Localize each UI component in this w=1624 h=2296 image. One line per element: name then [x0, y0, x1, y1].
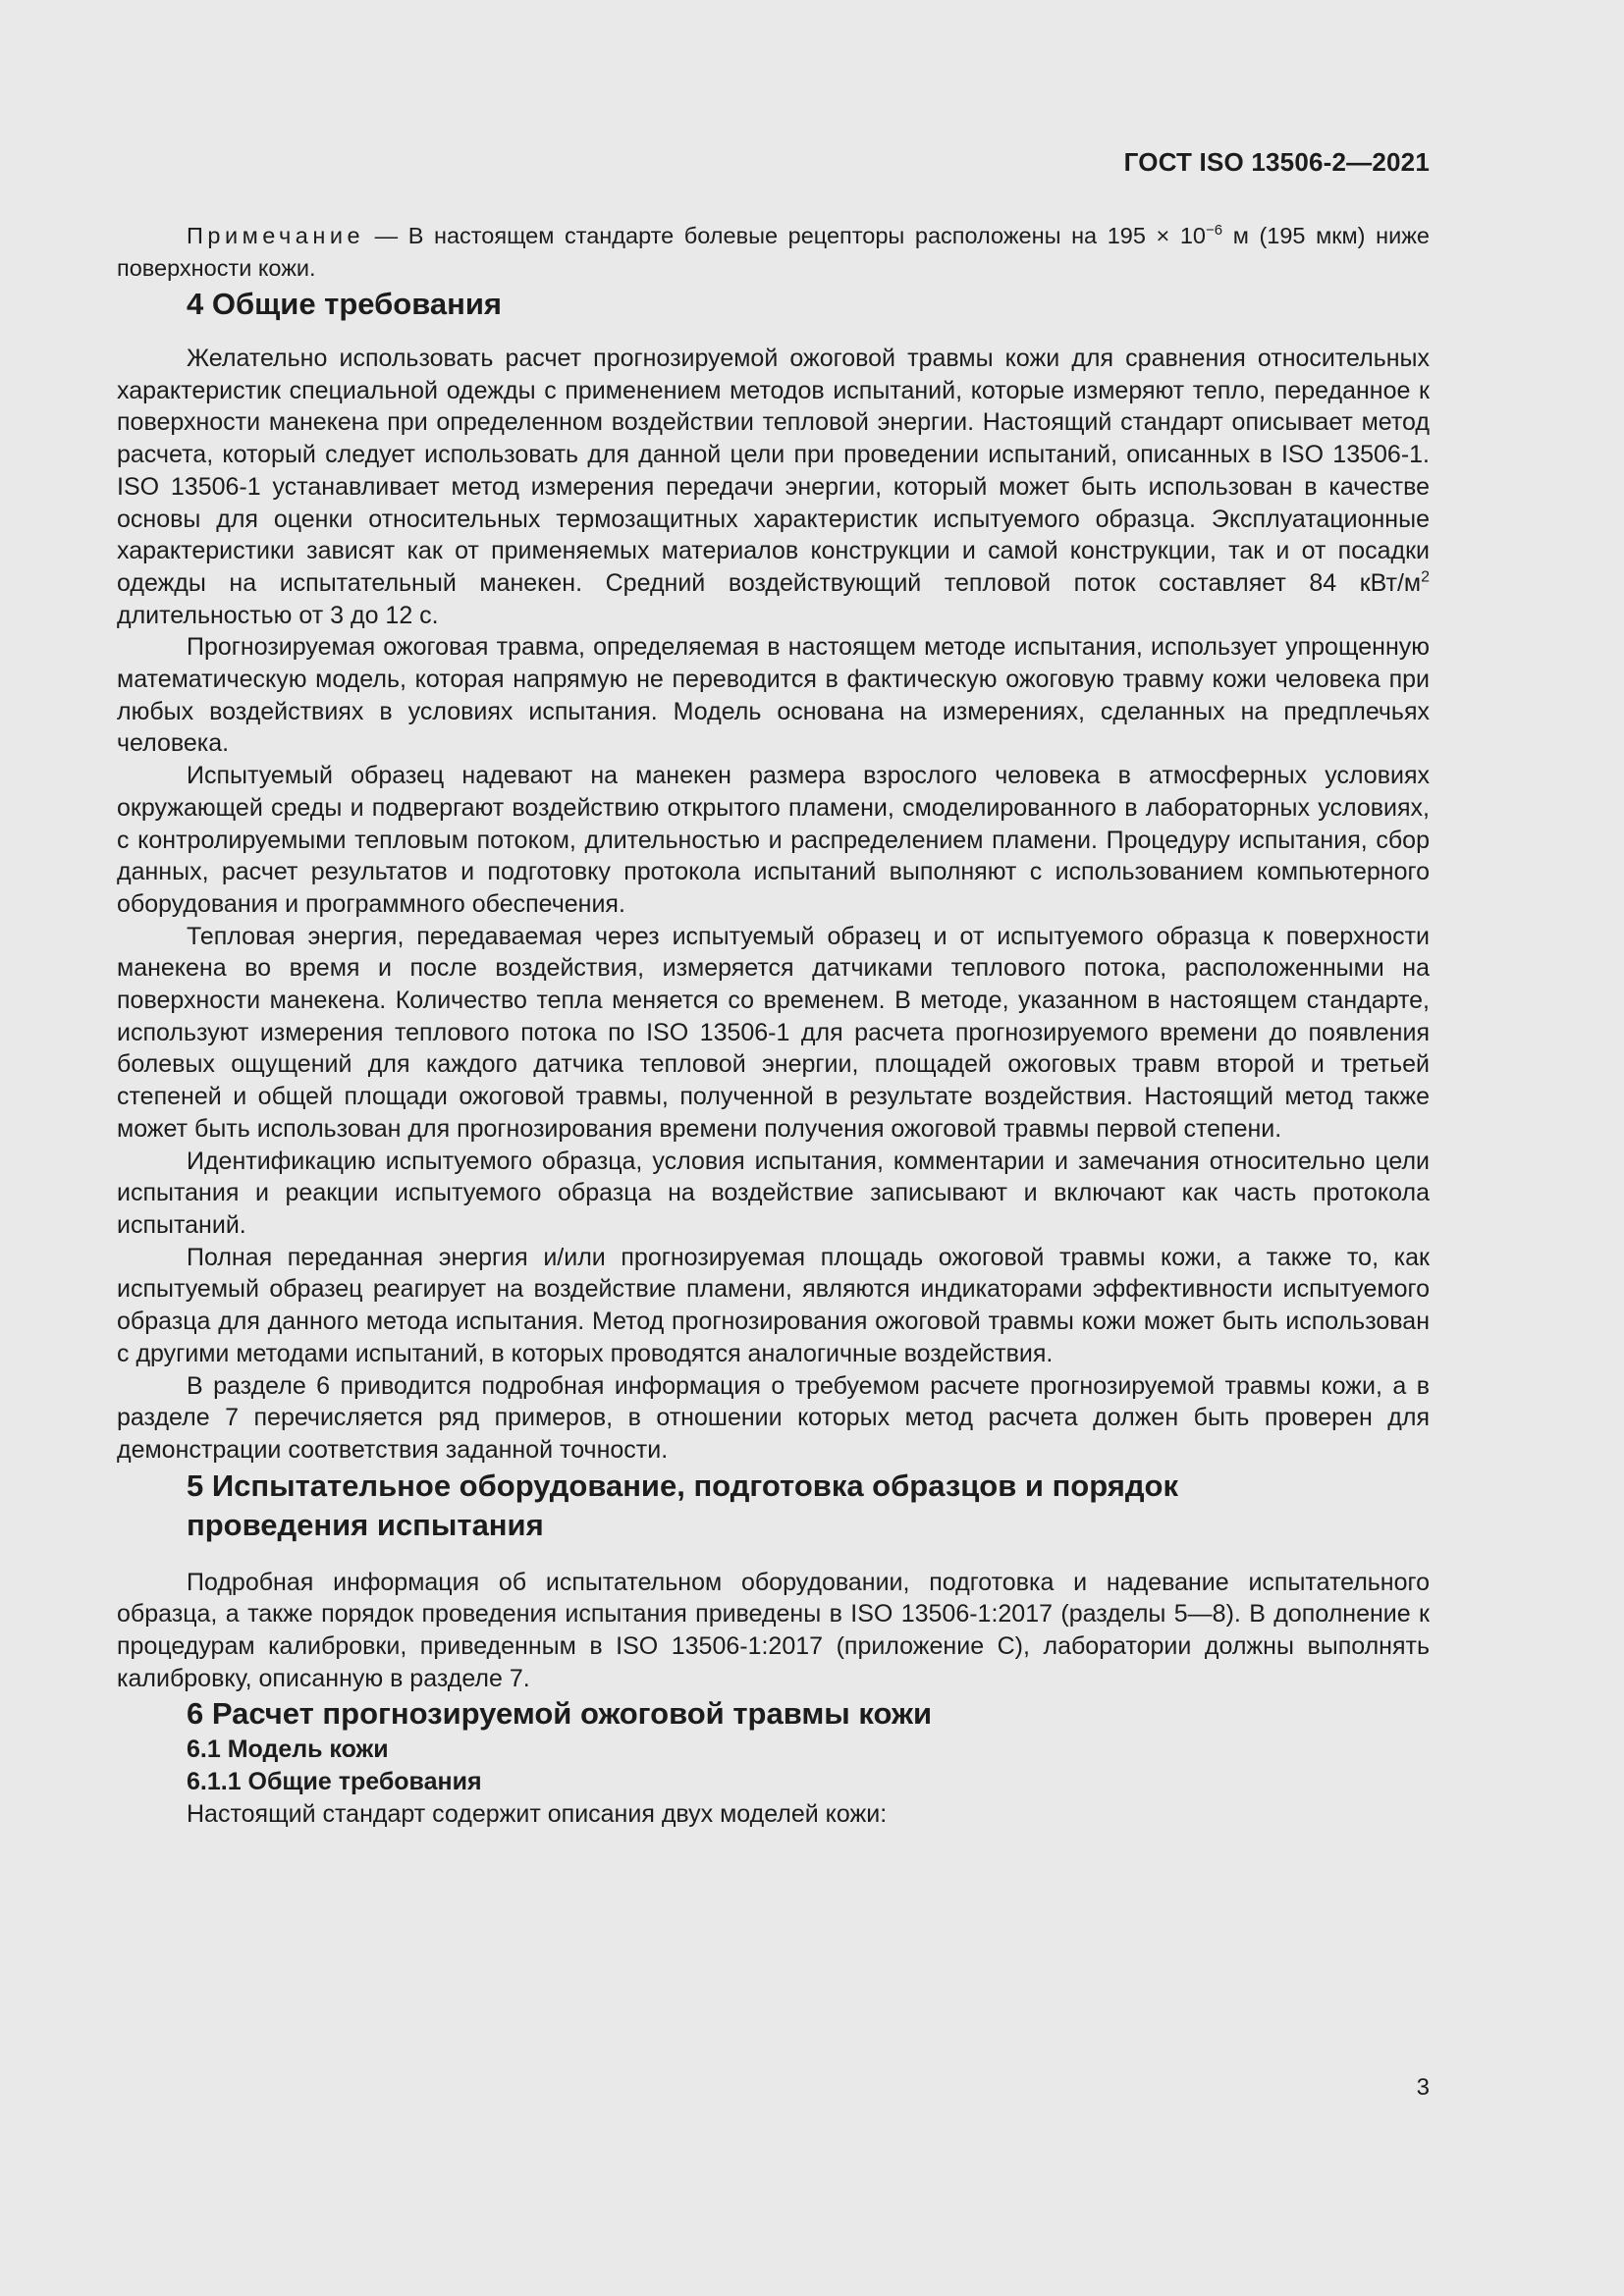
- note-text-end: м (195 мкм) ниже поверхности кожи.: [117, 223, 1431, 281]
- note-exponent: −6: [1206, 222, 1223, 240]
- section-5-paragraph-1: Подробная информация об испытательном оборудовании, подготовка и надевание испытательного образца, а также порядок проведения испытания приведены в ISO 13506-1:2017 (разделы 5—8). В дополнение к процедурам калибровки, приведенным в ISO 13506-1:2017 (приложение С), лаборатории должны выполнять калибровку, описанную в разделе 7.: [117, 1568, 1430, 1692]
- subsection-6-1-title: 6.1 Модель кожи: [187, 1735, 389, 1764]
- section-5-body: [117, 1567, 1430, 1695]
- section-4-paragraph-5: Идентификацию испытуемого образца, условия испытания, комментарии и замечания относительно цели испытания и реакции испытуемого образца на воздействие записывают и включают как часть протокола испытаний.: [117, 1147, 1430, 1239]
- section-4-paragraph-1: [117, 343, 1430, 631]
- section-4-paragraph-1-end: длительностью от 3 до 12 с.: [117, 601, 439, 629]
- section-4-body: [117, 343, 1430, 1467]
- section-4-paragraph-1-text: Желательно использовать расчет прогнозируемой ожоговой травмы кожи для сравнения относительных характеристик специальной одежды с применением методов испытаний, которые измеряют тепло, переданное к поверхности манекена при определенном воздействии тепловой энергии. Настоящий стандарт описывает метод расчета, который следует использовать для данной цели при проведении испытаний, описанных в ISO 13506-1. ISO 13506-1 устанавливает метод измерения передачи энергии, который может быть использован в качестве основы для оценки относительных термозащитных характеристик испытуемого образца. Эксплуатационные характеристики зависят как от применяемых материалов конструкции и самой конструкции, так и от посадки одежды на испытательный манекен. Средний воздействующий тепловой поток составляет 84 кВт/м: [117, 345, 1430, 597]
- section-4-paragraph-3: Испытуемый образец надевают на манекен размера взрослого человека в атмосферных условиях окружающей среды и подвергают воздействию открытого пламени, смоделированного в лабораторных условиях, с контролируемыми тепловым потоком, длительностью и распределением пламени. Процедуру испытания, сбор данных, расчет результатов и подготовку протокола испытаний выполняют с использованием компьютерного оборудования и программного обеспечения.: [117, 762, 1430, 918]
- section-4-paragraph-4: Тепловая энергия, передаваемая через испытуемый образец и от испытуемого образца к поверхности манекена во время и после воздействия, измеряется датчиками теплового потока, расположенными на поверхности манекена. Количество тепла меняется со временем. В методе, указанном в настоящем стандарте, используют измерения теплового потока по ISO 13506-1 для расчета прогнозируемого времени до появления болевых ощущений для каждого датчика тепловой энергии, площадей ожоговых травм второй и третьей степеней и общей площади ожоговой травмы, полученной в результате воздействия. Настоящий метод также может быть использован для прогнозирования времени получения ожоговой травмы первой степени.: [117, 922, 1430, 1143]
- document-header-code: ГОСТ ISO 13506-2—2021: [1123, 147, 1430, 177]
- section-4-paragraph-7: В разделе 6 приводится подробная информация о требуемом расчете прогнозируемой травмы кожи, а в разделе 7 перечисляется ряд примеров, в отношении которых метод расчета должен быть проверен для демонстрации соответствия заданной точности.: [117, 1371, 1430, 1464]
- section-4-paragraph-2: Прогнозируемая ожоговая травма, определяемая в настоящем методе испытания, использует упрощенную математическую модель, которая напрямую не переводится в фактическую ожоговую травму кожи человека при любых воздействиях в условиях испытания. Модель основана на измерениях, сделанных на предплечьях человека.: [117, 633, 1430, 758]
- note-text: В настоящем стандарте болевые рецепторы расположены на 195 × 10: [407, 223, 1206, 248]
- page-content: [117, 220, 1430, 1831]
- section-5-title: [117, 1467, 1430, 1545]
- note-label: Примечание: [187, 223, 365, 248]
- page-number: 3: [1416, 2074, 1430, 2101]
- note-paragraph: [117, 220, 1430, 285]
- section-4-title: 4 Общие требования: [187, 287, 502, 321]
- unit-exponent: 2: [1421, 568, 1430, 586]
- section-6-title: 6 Расчет прогнозируемой ожоговой травмы кожи: [187, 1696, 933, 1732]
- section-5-title-line-2: проведения испытания: [187, 1507, 544, 1542]
- section-4-paragraph-6: Полная переданная энергия и/или прогнозируемая площадь ожоговой травмы кожи, а также то, как испытуемый образец реагирует на воздействие пламени, являются индикаторами эффективности испытуемого образца для данного метода испытания. Метод прогнозирования ожоговой травмы кожи может быть использован с другими методами испытаний, в которых проводятся аналогичные воздействия.: [117, 1243, 1430, 1367]
- subsection-6-1-1-title: 6.1.1 Общие требования: [187, 1768, 482, 1796]
- subsection-6-1-1-text: Настоящий стандарт содержит описания двух моделей кожи:: [187, 1800, 888, 1829]
- section-5-title-line-1: 5 Испытательное оборудование, подготовка образцов и порядок: [187, 1468, 1178, 1503]
- note-dash: —: [364, 223, 408, 248]
